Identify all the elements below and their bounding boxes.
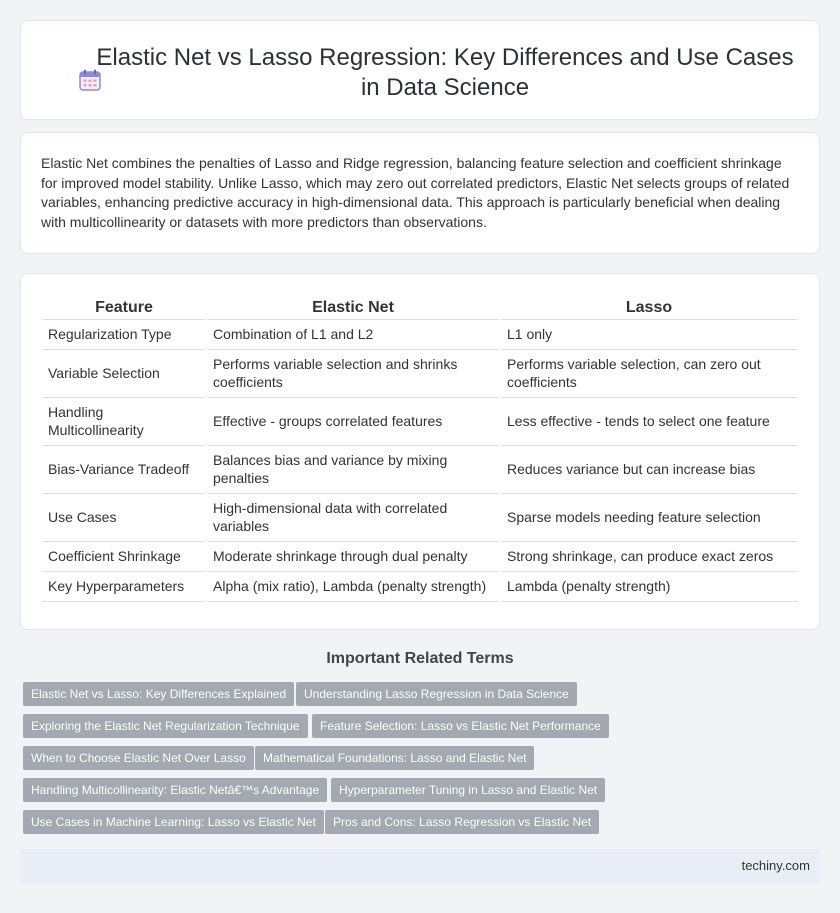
table-header-row [42, 293, 798, 319]
elastic-net-cell: Performs variable selection and shrinks coefficients [206, 349, 500, 397]
intro-card [20, 132, 820, 254]
elastic-net-cell: Balances bias and variance by mixing penalties [206, 445, 500, 493]
lasso-cell: Less effective - tends to select one feature [500, 397, 798, 445]
feature-cell: Key Hyperparameters [42, 571, 206, 601]
feature-cell: Regularization Type [42, 319, 206, 349]
header-feature: Feature [42, 293, 206, 319]
footer-site-name[interactable]: techiny.com [741, 858, 810, 873]
feature-cell: Bias-Variance Tradeoff [42, 445, 206, 493]
elastic-net-cell: Alpha (mix ratio), Lambda (penalty strength) [206, 571, 500, 601]
related-term-tag[interactable]: Mathematical Foundations: Lasso and Elastic Net [255, 746, 534, 770]
table-row [42, 571, 798, 601]
comparison-card [20, 273, 820, 630]
elastic-net-cell: Effective - groups correlated features [206, 397, 500, 445]
header-lasso: Lasso [500, 293, 798, 319]
related-term-tag[interactable]: Understanding Lasso Regression in Data Science [296, 682, 577, 706]
related-terms-title: Important Related Terms [326, 650, 514, 667]
related-term-tag[interactable]: Handling Multicollinearity: Elastic Netâ€™s Advantage [23, 778, 327, 802]
feature-cell: Coefficient Shrinkage [42, 541, 206, 571]
table-row [42, 397, 798, 445]
feature-cell: Handling Multicollinearity [42, 397, 206, 445]
related-term-tag[interactable]: When to Choose Elastic Net Over Lasso [23, 746, 254, 770]
elastic-net-cell: High-dimensional data with correlated variables [206, 493, 500, 541]
elastic-net-cell: Combination of L1 and L2 [206, 319, 500, 349]
related-term-tag[interactable]: Pros and Cons: Lasso Regression vs Elastic Net [325, 810, 599, 834]
title-card [20, 20, 820, 120]
table-row [42, 319, 798, 349]
table-row [42, 445, 798, 493]
lasso-cell: Strong shrinkage, can produce exact zeros [500, 541, 798, 571]
footer [20, 849, 820, 883]
lasso-cell: Performs variable selection, can zero out coefficients [500, 349, 798, 397]
lasso-cell: Lambda (penalty strength) [500, 571, 798, 601]
header-elastic-net: Elastic Net [206, 293, 500, 319]
intro-paragraph: Elastic Net combines the penalties of Lasso and Ridge regression, balancing feature selection and coefficient shrinkage for improved model stability. Unlike Lasso, which may zero out correlated predictors, Elastic Net selects groups of related variables, enhancing predictive accuracy in high-dimensional data. This approach is particularly beneficial when dealing with multicollinearity or datasets with more predictors than observations. [41, 155, 790, 230]
elastic-net-cell: Moderate shrinkage through dual penalty [206, 541, 500, 571]
lasso-cell: Sparse models needing feature selection [500, 493, 798, 541]
table-row [42, 493, 798, 541]
related-term-tag[interactable]: Hyperparameter Tuning in Lasso and Elastic Net [331, 778, 605, 802]
comparison-table [42, 293, 798, 602]
page-title: Elastic Net vs Lasso Regression: Key Differences and Use Cases in Data Science [96, 44, 794, 101]
table-row [42, 349, 798, 397]
related-term-tag[interactable]: Exploring the Elastic Net Regularization Technique [23, 714, 308, 738]
feature-cell: Use Cases [42, 493, 206, 541]
related-term-tag[interactable]: Elastic Net vs Lasso: Key Differences Explained [23, 682, 294, 706]
table-row [42, 541, 798, 571]
related-term-tag[interactable]: Use Cases in Machine Learning: Lasso vs Elastic Net [23, 810, 324, 834]
lasso-cell: L1 only [500, 319, 798, 349]
related-term-tag[interactable]: Feature Selection: Lasso vs Elastic Net Performance [312, 714, 609, 738]
feature-cell: Variable Selection [42, 349, 206, 397]
lasso-cell: Reduces variance but can increase bias [500, 445, 798, 493]
